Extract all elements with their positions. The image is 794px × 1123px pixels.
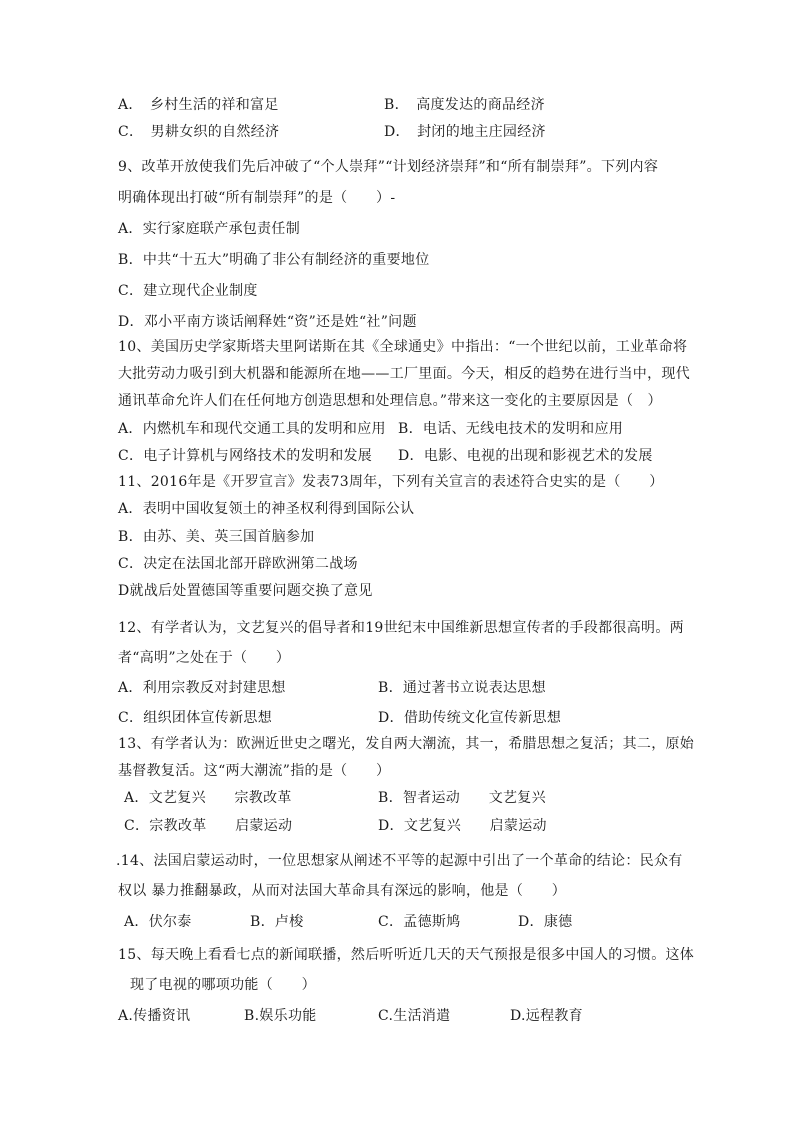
q15-stem-line-1: 15、每天晚上看看七点的新闻联播，然后听听近几天的天气预报是很多中国人的习惯。这体 [118, 947, 695, 963]
q9-option-b: B．中共“十五大”明确了非公有制经济的重要地位 [118, 252, 430, 268]
q9-stem-line-1: 9、改革开放使我们先后冲破了“个人崇拜”“计划经济崇拜”和“所有制崇拜”。下列内容 [118, 159, 659, 175]
q14-option-b: B．卢梭 [250, 914, 304, 930]
q12-stem-line-2: 者“高明”之处在于（ ） [118, 650, 291, 666]
q10-option-a: A．内燃机车和现代交通工具的发明和应用 [118, 421, 386, 437]
q12-stem-line-1: 12、有学者认为，文艺复兴的倡导者和19世纪末中国维新思想宣传者的手段都很高明。两 [118, 620, 684, 636]
q12-option-b: B．通过著书立说表达思想 [378, 680, 546, 696]
q8-option-a: A． 乡村生活的祥和富足 [118, 97, 279, 113]
q14-option-c: C．孟德斯鸠 [378, 914, 461, 930]
q15-option-c: C.生活消遣 [378, 1008, 451, 1024]
q14-option-d: D．康德 [518, 914, 573, 930]
q11-option-a: A．表明中国收复领土的神圣权利得到国际公认 [118, 501, 415, 517]
q9-option-d: D．邓小平南方谈话阐释姓“资”还是姓“社”问题 [118, 314, 417, 330]
q8-option-b: B． 高度发达的商品经济 [384, 97, 545, 113]
q13-option-c: C．宗教改革 启蒙运动 [124, 818, 293, 834]
q11-stem-line-1: 11、2016年是《开罗宣言》发表73周年，下列有关宣言的表述符合史实的是（ ） [118, 474, 664, 490]
q12-option-d: D．借助传统文化宣传新思想 [378, 710, 562, 726]
q15-option-d: D.远程教育 [510, 1008, 583, 1024]
q9-option-a: A．实行家庭联产承包责任制 [118, 221, 301, 237]
q8-option-d: D． 封闭的地主庄园经济 [384, 124, 546, 140]
q9-option-c: C．建立现代企业制度 [118, 283, 258, 299]
q13-option-b: B．智者运动 文艺复兴 [378, 790, 546, 806]
q13-stem-line-2: 基督教复活。这“两大潮流”指的是（ ） [118, 763, 391, 779]
q12-option-a: A．利用宗教反对封建思想 [118, 680, 286, 696]
q10-stem-line-2: 大批劳动力吸引到大机器和能源所在地——工厂里面。今天，相反的趋势在进行当中，现代 [118, 366, 690, 382]
q11-option-b: B．由苏、美、英三国首脑参加 [118, 529, 315, 545]
q11-option-c: C．决定在法国北部开辟欧洲第二战场 [118, 556, 358, 572]
q10-option-c: C．电子计算机与网络技术的发明和发展 [118, 448, 373, 464]
q15-option-b: B.娱乐功能 [244, 1008, 317, 1024]
q13-option-d: D．文艺复兴 启蒙运动 [378, 818, 547, 834]
q13-stem-line-1: 13、有学者认为：欧洲近世史之曙光，发自两大潮流，其一，希腊思想之复活；其二，原始 [118, 736, 695, 752]
q14-stem-line-1: .14、法国启蒙运动时，一位思想家从阐述不平等的起源中引出了一个革命的结论：民众有 [116, 853, 683, 869]
q14-option-a: A．伏尔泰 [124, 914, 192, 930]
q10-stem-line-1: 10、美国历史学家斯塔夫里阿诺斯在其《全球通史》中指出：“一个世纪以前，工业革命将 [118, 339, 688, 355]
q15-stem-line-2: 现了电视的哪项功能（ ） [130, 977, 316, 993]
q11-option-d: D就战后处置德国等重要问题交换了意见 [118, 583, 373, 599]
q12-option-c: C．组织团体宣传新思想 [118, 710, 273, 726]
q10-option-d: D．电影、电视的出现和影视艺术的发展 [398, 448, 653, 464]
q13-option-a: A．文艺复兴 宗教改革 [124, 790, 292, 806]
q8-option-c: C． 男耕女织的自然经济 [118, 124, 280, 140]
q9-stem-line-2: 明确体现出打破“所有制崇拜”的是（ ）- [118, 190, 396, 206]
q14-stem-line-2: 权以 暴力推翻暴政，从而对法国大革命具有深远的影响，他是（ ） [118, 883, 567, 899]
q10-stem-line-3: 通讯革命允许人们在任何地方创造思想和处理信息。”带来这一变化的主要原因是（ ） [118, 393, 662, 409]
q10-option-b: B．电话、无线电技术的发明和应用 [398, 421, 624, 437]
q15-option-a: A.传播资讯 [118, 1008, 191, 1024]
